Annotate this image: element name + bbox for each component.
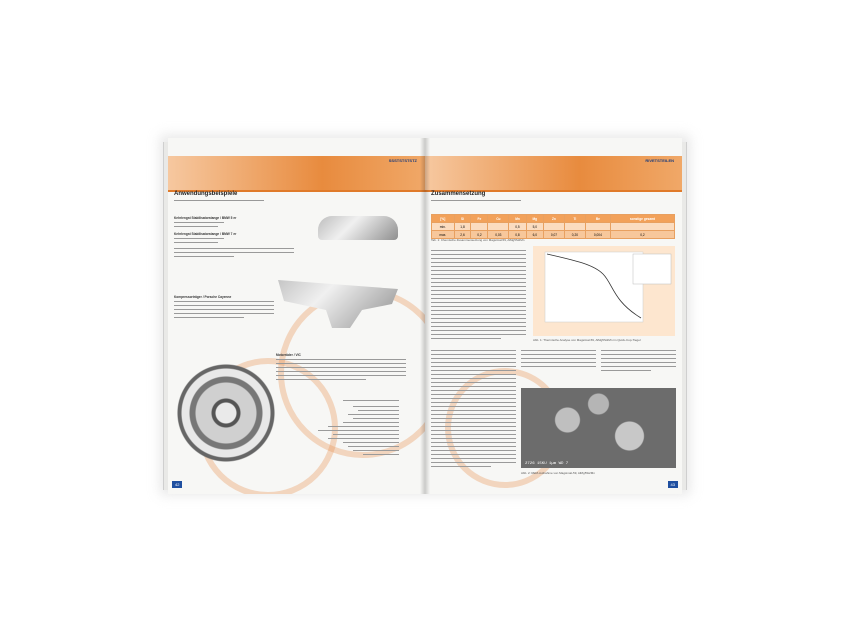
header-tag: SSSTSTSTSTZ xyxy=(388,158,417,163)
table-cell: 0,2 xyxy=(471,231,488,239)
text-line xyxy=(174,317,244,318)
table-cell xyxy=(543,223,564,231)
table-cell: 0,5 xyxy=(509,223,526,231)
text-line xyxy=(431,282,526,283)
table-cell: max. xyxy=(432,231,455,239)
text-line xyxy=(431,362,516,363)
text-line xyxy=(431,302,526,303)
text-line xyxy=(521,354,596,355)
text-line xyxy=(431,394,516,395)
text-line xyxy=(431,326,526,327)
text-line xyxy=(431,338,501,339)
table-cell: min. xyxy=(432,223,455,231)
text-line xyxy=(431,274,526,275)
text-line xyxy=(431,350,516,351)
text-line xyxy=(174,242,218,243)
table-row xyxy=(432,223,675,231)
text-line xyxy=(431,278,526,279)
book-spine xyxy=(420,138,430,494)
text-line xyxy=(174,256,234,257)
text-line xyxy=(601,370,651,371)
chart-svg xyxy=(533,246,675,336)
table-caption: Tab. 1: Chemische Zusammensetzung von Magsimal-59, AlMg5Si2Mn xyxy=(431,238,525,242)
text-line xyxy=(174,313,274,314)
text-line xyxy=(276,379,366,380)
text-line xyxy=(174,301,274,302)
text-line xyxy=(276,375,406,376)
micrograph-label: 2726 15KU 1µm WD 7 xyxy=(525,462,569,466)
page-number: 42 xyxy=(172,481,182,488)
plot-area xyxy=(545,252,643,322)
table-header-cell: Ti xyxy=(564,215,585,223)
credit-line xyxy=(343,400,399,401)
table-header-cell: sonstige gesamt xyxy=(610,215,674,223)
text-line xyxy=(601,362,676,363)
credit-line xyxy=(353,450,399,451)
text-line xyxy=(431,270,526,271)
text-line xyxy=(431,402,516,403)
text-line xyxy=(174,226,218,227)
table-header-cell: Be xyxy=(585,215,610,223)
heading-motorrad: Motorräder / VIC xyxy=(276,353,301,357)
table-cell xyxy=(471,223,488,231)
header-band xyxy=(168,156,425,190)
text-line xyxy=(431,458,516,459)
text-line xyxy=(431,314,526,315)
text-line xyxy=(431,406,516,407)
text-line xyxy=(431,258,526,259)
header-tag: RIVETSTEILEN xyxy=(645,158,674,163)
table-header-row xyxy=(432,215,675,223)
text-line xyxy=(276,367,406,368)
text-line xyxy=(601,366,676,367)
heading-bmw5: Kehrlengst Stabilisatorstange / BMW 5 er xyxy=(174,216,237,220)
text-line xyxy=(521,366,596,367)
table-cell: 6,0 xyxy=(526,231,543,239)
table-cell xyxy=(610,223,674,231)
text-line xyxy=(431,466,491,467)
section-rule xyxy=(174,200,264,201)
table-header-cell: Cu xyxy=(488,215,509,223)
text-line xyxy=(431,250,526,251)
text-line xyxy=(431,310,526,311)
text-line xyxy=(431,414,516,415)
table-cell xyxy=(585,223,610,231)
text-line xyxy=(431,298,526,299)
credit-line xyxy=(363,454,399,455)
table-cell xyxy=(488,223,509,231)
text-line xyxy=(431,438,516,439)
chart-legend xyxy=(633,254,671,284)
text-line xyxy=(276,359,406,360)
table-cell: 5,0 xyxy=(526,223,543,231)
text-line xyxy=(601,358,676,359)
sem-micrograph-image xyxy=(521,388,676,468)
text-line xyxy=(431,254,526,255)
text-line xyxy=(431,306,526,307)
table-cell: 0,8 xyxy=(509,231,526,239)
table-cell: 0,03 xyxy=(488,231,509,239)
wheel-rim-image xyxy=(176,363,276,463)
text-line xyxy=(521,362,596,363)
credit-line xyxy=(348,414,399,415)
micrograph-caption: Abb. 2: REM-Aufnahme von Magsimal-59, AlMg5Si2Mn xyxy=(521,471,595,475)
table-header-cell: [%] xyxy=(432,215,455,223)
table-cell: 0,20 xyxy=(564,231,585,239)
text-line xyxy=(431,322,526,323)
table-header-cell: Mg xyxy=(526,215,543,223)
credit-line xyxy=(348,446,399,447)
table-cell: 0,004 xyxy=(585,231,610,239)
text-line xyxy=(431,442,516,443)
text-line xyxy=(431,334,526,335)
credit-line xyxy=(353,418,399,419)
text-line xyxy=(431,410,516,411)
text-line xyxy=(431,378,516,379)
text-line xyxy=(174,222,224,223)
section-title: Anwendungsbeispiele xyxy=(174,191,238,197)
text-line xyxy=(601,354,676,355)
credit-line xyxy=(328,426,399,427)
table-header-cell: Mn xyxy=(509,215,526,223)
text-line xyxy=(431,286,526,287)
section-rule xyxy=(431,200,521,201)
table-header-cell: Fe xyxy=(471,215,488,223)
table-cell xyxy=(564,223,585,231)
text-line xyxy=(431,358,516,359)
text-line xyxy=(431,318,526,319)
text-line xyxy=(431,370,516,371)
text-line xyxy=(431,354,516,355)
text-line xyxy=(431,390,516,391)
text-line xyxy=(431,366,516,367)
credit-line xyxy=(353,406,399,407)
credit-line xyxy=(358,410,399,411)
table-header-cell: Si xyxy=(454,215,471,223)
text-line xyxy=(431,294,526,295)
chart-caption: Abb. 1: Thermische Analyse von Magsimal-59, AlMg5Si2Mn im Quick-Cup-Tiegel xyxy=(533,338,641,342)
credit-line xyxy=(343,442,399,443)
text-line xyxy=(276,371,406,372)
heading-porsche: Kompressorträger / Porsche Cayenne xyxy=(174,295,232,299)
text-line xyxy=(276,363,406,364)
text-line xyxy=(431,398,516,399)
text-line xyxy=(431,434,516,435)
header-band xyxy=(425,156,682,190)
text-line xyxy=(431,462,516,463)
text-line xyxy=(174,252,294,253)
text-line xyxy=(431,430,516,431)
table-cell: 0,07 xyxy=(543,231,564,239)
text-line xyxy=(174,309,274,310)
stabilizer-bracket-image xyxy=(318,216,398,240)
text-line xyxy=(431,330,526,331)
text-line xyxy=(431,446,516,447)
thermal-analysis-chart xyxy=(533,246,675,336)
text-line xyxy=(431,422,516,423)
text-line xyxy=(174,238,224,239)
text-line xyxy=(431,290,526,291)
left-page xyxy=(168,138,425,494)
table-cell: 0,2 xyxy=(610,231,674,239)
text-line xyxy=(431,450,516,451)
table-cell: 2,6 xyxy=(454,231,471,239)
text-line xyxy=(431,374,516,375)
text-line xyxy=(431,454,516,455)
credit-line xyxy=(318,430,399,431)
right-page xyxy=(425,138,682,494)
section-title: Zusammensetzung xyxy=(431,191,486,197)
text-line xyxy=(521,350,596,351)
text-line xyxy=(431,426,516,427)
credit-line xyxy=(328,438,399,439)
credit-line xyxy=(333,434,399,435)
table-header-cell: Zn xyxy=(543,215,564,223)
text-line xyxy=(521,358,596,359)
text-line xyxy=(431,418,516,419)
page-number: 43 xyxy=(668,481,678,488)
text-line xyxy=(431,386,516,387)
text-line xyxy=(431,266,526,267)
heading-bmw7: Kehrlengst Stabilisatorstange / BMW 7 er xyxy=(174,232,237,236)
composition-table xyxy=(431,214,675,239)
credit-line xyxy=(343,422,399,423)
text-line xyxy=(174,248,294,249)
text-line xyxy=(431,382,516,383)
text-line xyxy=(601,350,676,351)
table-cell: 1,8 xyxy=(454,223,471,231)
text-line xyxy=(174,305,274,306)
text-line xyxy=(431,262,526,263)
